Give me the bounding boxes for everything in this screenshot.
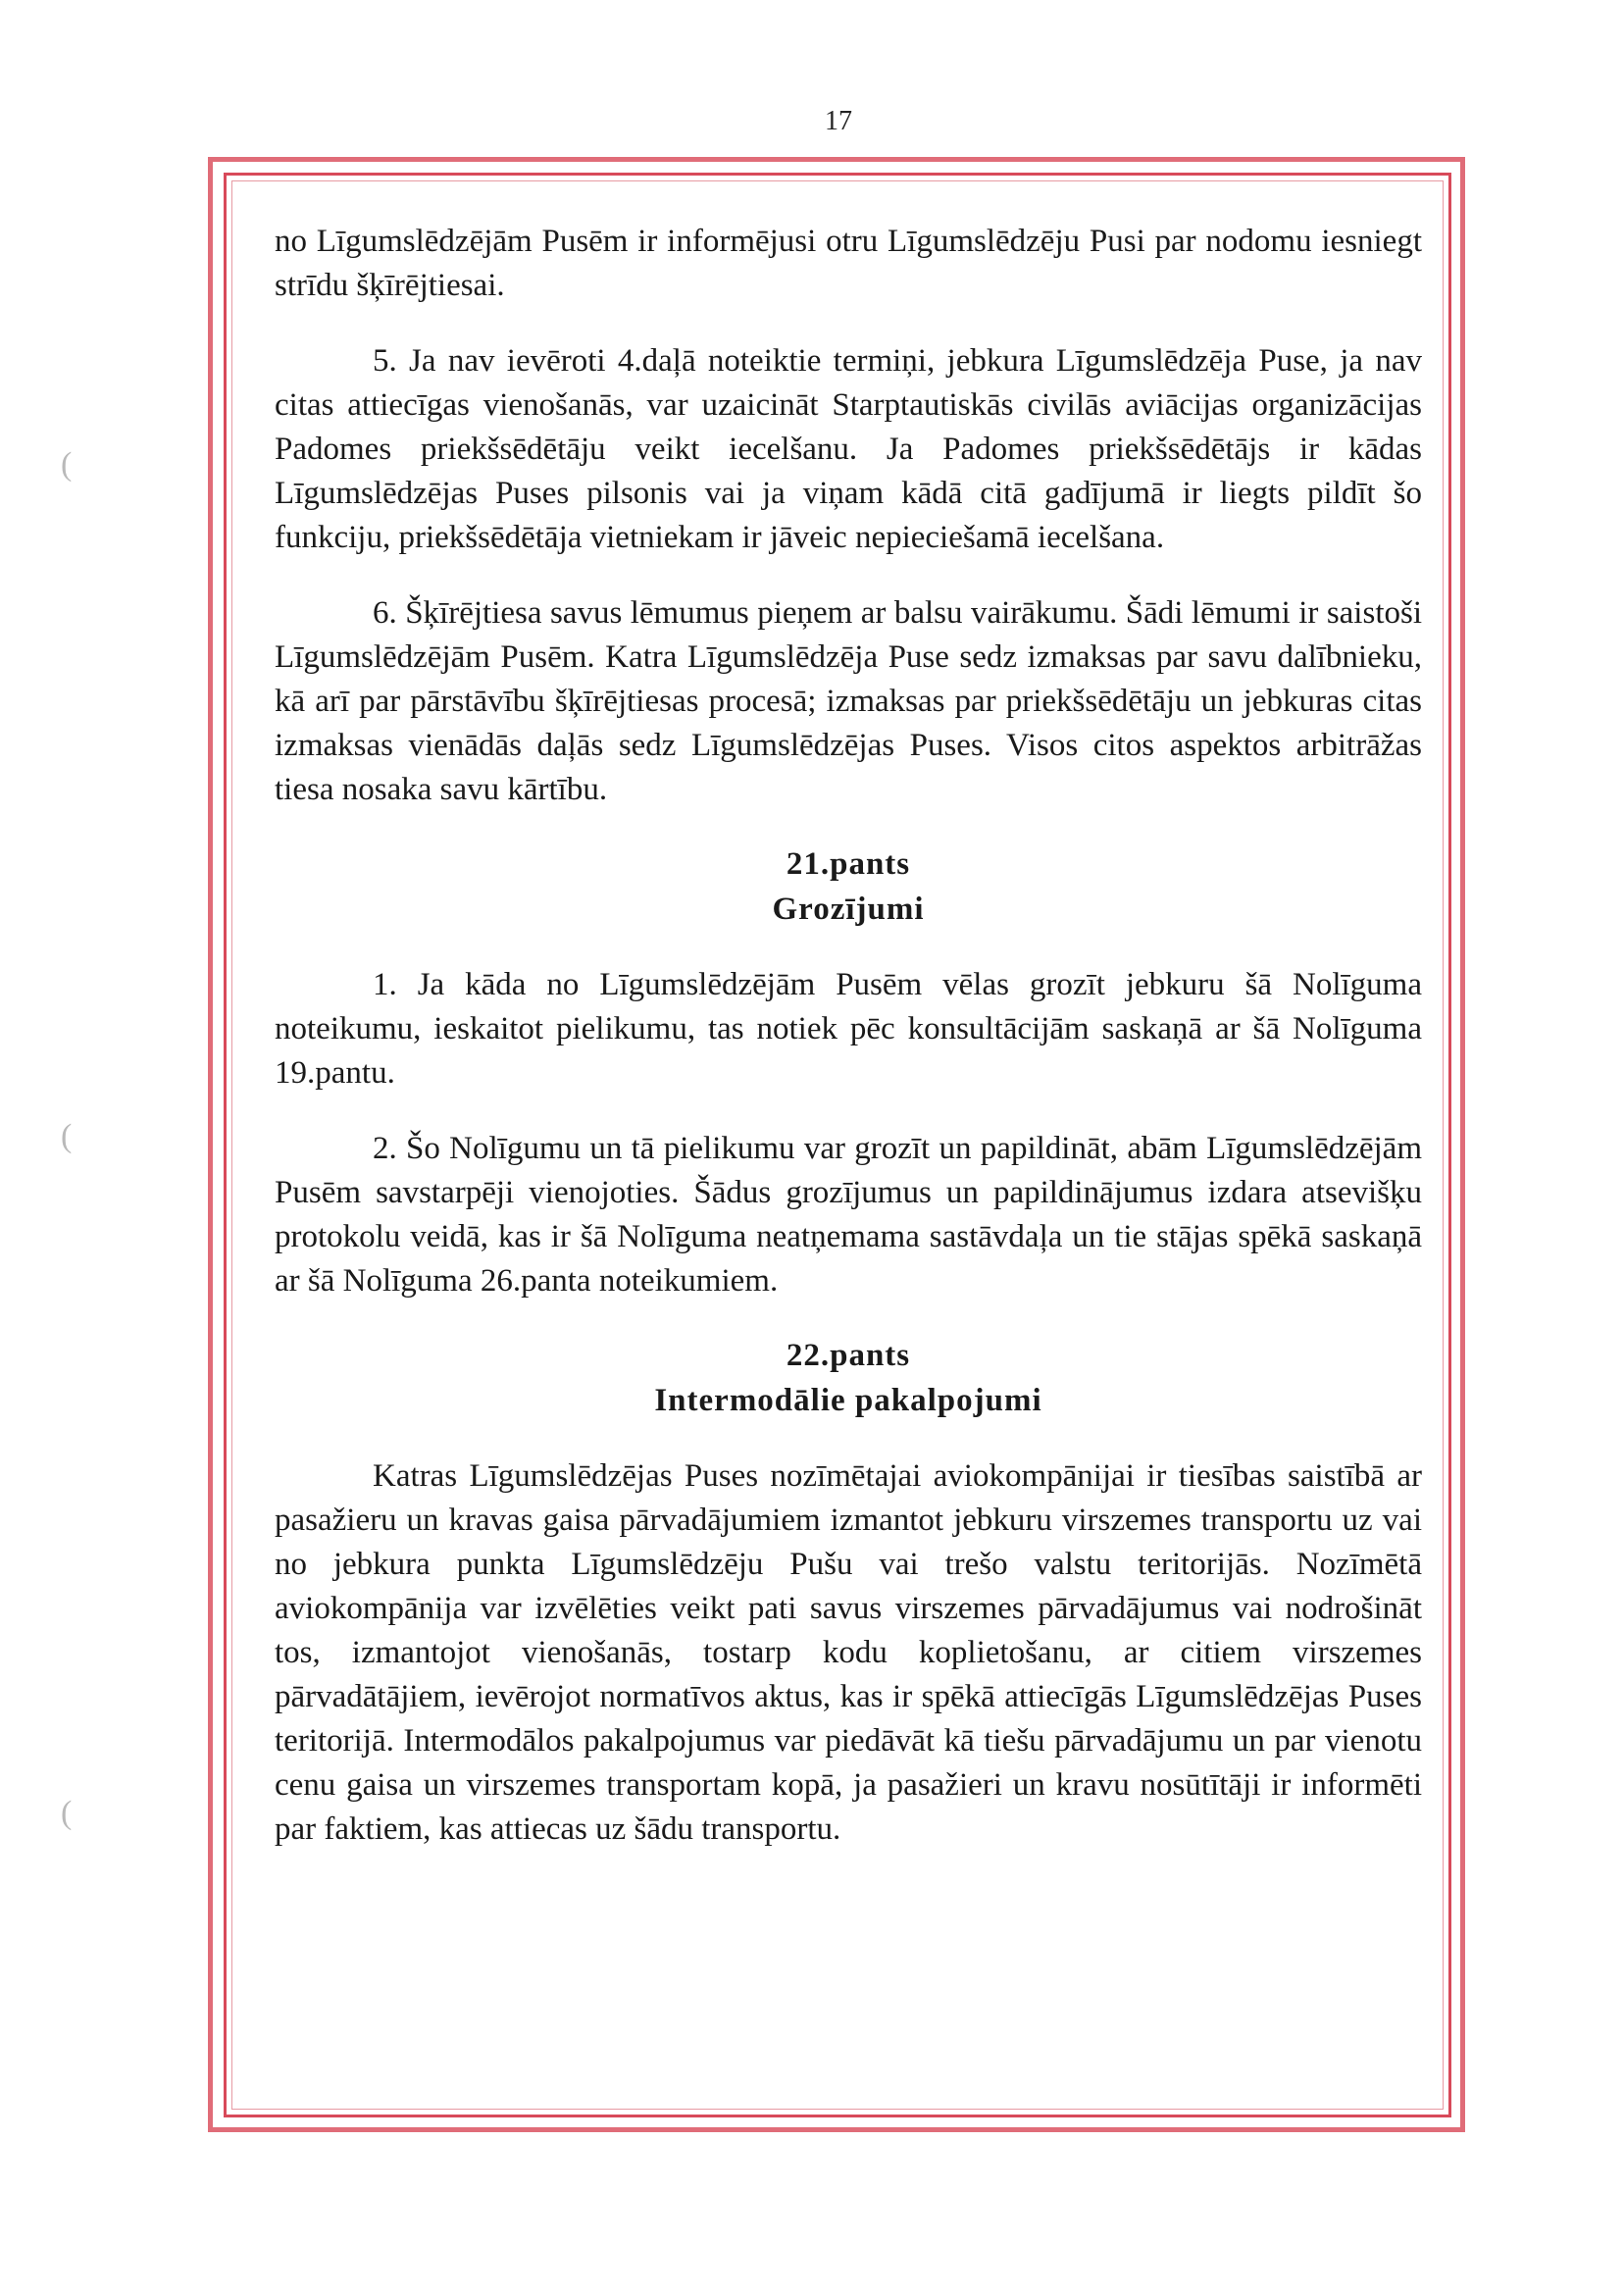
- article-21-paragraph-2: 2. Šo Nolīgumu un tā pielikumu var grozīt un papildināt, abām Līgumslēdzējām Pusēm savstarpēji vienojoties. Šādus grozījumus un papildinājumus izdara atsevišķu protokolu veidā, kas ir šā Nolīguma neatņemama sastāvdaļa un tie stājas spēkā saskaņā ar šā Nolīguma 26.panta noteikumiem.: [275, 1131, 1422, 1299]
- margin-mark-2: (: [61, 1118, 73, 1154]
- article-22-paragraph-1: Katras Līgumslēdzējas Puses nozīmētajai aviokompānijai ir tiesības saistībā ar pasažieru un kravas gaisa pārvadājumiem izmantot jebkuru virszemes transportu uz vai no jebkura punkta Līgumslēdzēju Pušu vai trešo valstu teritorijās. Nozīmētā aviokompānija var izvēlēties veikt pati savus virszemes pārvadājumus vai nodrošināt tos, izmantojot vienošanās, tostarp kodu koplietošanu, ar citiem virszemes pārvadātājiem, ievērojot normatīvos aktus, kas ir spēkā attiecīgās Līgumslēdzējas Puses teritorijā. Intermodālos pakalpojumus var piedāvāt kā tiešu pārvadājumu un par vienotu cenu gaisa un virszemes transportam kopā, ja pasažieri un kravu nosūtītāji ir informēti par faktiem, kas attiecas uz šādu transportu.: [275, 1458, 1422, 1847]
- paragraph-5: 5. Ja nav ievēroti 4.daļā noteiktie termiņi, jebkura Līgumslēdzēja Puse, ja nav citas attiecīgas vienošanās, var uzaicināt Starptautiskās civilās aviācijas organizācijas Padomes priekšsēdētāju veikt iecelšanu. Ja Padomes priekšsēdētājs ir kādas Līgumslēdzējas Puses pilsonis vai ja viņam kādā citā gadījumā ir liegts pildīt šo funkciju, priekšsēdētāja vietniekam ir jāveic nepieciešamā iecelšana.: [275, 343, 1422, 555]
- article-21-paragraph-1: 1. Ja kāda no Līgumslēdzējām Pusēm vēlas grozīt jebkuru šā Nolīguma noteikumu, ieskaitot pielikumu, tas notiek pēc konsultācijām saskaņā ar šā Nolīguma 19.pantu.: [275, 967, 1422, 1091]
- page-number: 17: [825, 106, 852, 136]
- paragraph-6: 6. Šķīrējtiesa savus lēmumus pieņem ar balsu vairākumu. Šādi lēmumi ir saistoši Līgumslēdzējām Pusēm. Katra Līgumslēdzēja Puse sedz izmaksas par savu dalībnieku, kā arī par pārstāvību šķīrējtiesas procesā; izmaksas par priekšsēdētāju un jebkuras citas izmaksas vienādās daļās sedz Līgumslēdzējas Puses. Visos citos aspektos arbitrāžas tiesa nosaka savu kārtību.: [275, 595, 1422, 807]
- paragraph-intro: no Līgumslēdzējām Pusēm ir informējusi otru Līgumslēdzēju Pusi par nodomu iesniegt strīdu šķīrējtiesai.: [275, 224, 1422, 303]
- article-22-number: 22.pants: [786, 1338, 911, 1373]
- article-22-heading: [275, 1333, 1422, 1423]
- article-21-title: Grozījumi: [772, 892, 925, 927]
- article-22-title: Intermodālie pakalpojumi: [654, 1383, 1042, 1418]
- document-body: [275, 220, 1422, 1852]
- article-21-heading: [275, 841, 1422, 932]
- margin-mark-3: (: [61, 1795, 73, 1831]
- margin-mark-1: (: [61, 446, 73, 483]
- article-21-number: 21.pants: [786, 846, 911, 882]
